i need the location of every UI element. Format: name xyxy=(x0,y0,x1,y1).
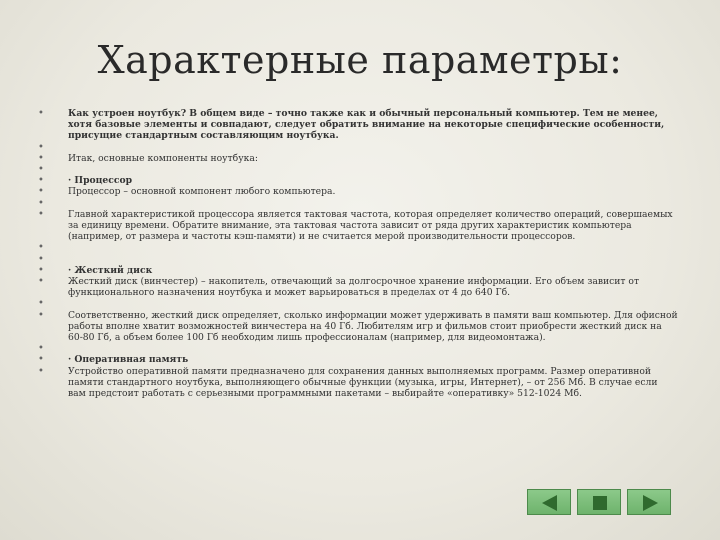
slide-title: Характерные параметры: xyxy=(97,38,623,82)
bullet-text: Процессор – основной компонент любого компьютера. xyxy=(68,186,336,198)
bullet-text: · Жесткий диск xyxy=(68,264,153,276)
previous-slide-button[interactable] xyxy=(527,489,571,515)
bullet-item xyxy=(38,265,678,276)
bullet-item xyxy=(38,254,678,265)
bullet-dot: • xyxy=(38,152,44,164)
bullet-item xyxy=(38,354,678,365)
slide-navigation xyxy=(527,489,671,515)
bullet-text: Жесткий диск (винчестер) – накопитель, отвечающий за долгосрочное хранение информации. Его объем зависит от функционального назначения ноутбука и может варьироваться в пределах от 4 до 640 Гб. xyxy=(68,275,640,299)
bullet-item xyxy=(38,366,678,400)
bullet-item xyxy=(38,186,678,197)
bullet-text: · Процессор xyxy=(68,175,132,187)
bullet-dot: • xyxy=(38,343,44,355)
bullet-dot: • xyxy=(38,354,44,366)
bullet-dot: • xyxy=(38,197,44,209)
bullet-dot: • xyxy=(38,264,44,276)
bullet-text: Соответственно, жесткий диск определяет, сколько информации может удерживать в памяти ваш компьютер. Для офисной работы вполне хватит возможностей винчестера на 40 Гб. Любителям игр и фильмов стоит приобрести жесткий диск на 60-80 Гб, а объем более 100 Гб необходим лишь профессионалам (например, для видеомонтажа). xyxy=(68,309,678,343)
bullet-item xyxy=(38,242,678,253)
bullet-text: · Оперативная память xyxy=(68,354,189,366)
bullet-item xyxy=(38,276,678,298)
bullet-text: Итак, основные компоненты ноутбука: xyxy=(68,152,258,164)
bullet-text: Устройство оперативной памяти предназначено для сохранения данных выполняемых программ. Размер оперативной памяти стандартного ноутбука, выполняющего обычные функции (музыка, игры, Интернет), – от 256 Мб. В случае если вам предстоит работать с серьезными программными пакетами – выбирайте «оперативку» 512-1024 Мб. xyxy=(68,365,658,399)
square-icon xyxy=(578,490,622,516)
triangle-right-icon xyxy=(628,490,672,516)
bullet-dot: • xyxy=(38,141,44,153)
bullet-dot: • xyxy=(38,275,44,287)
next-slide-button[interactable] xyxy=(627,489,671,515)
bullet-item xyxy=(38,153,678,164)
bullet-dot: • xyxy=(38,365,44,377)
bullet-dot: • xyxy=(38,186,44,198)
bullet-list xyxy=(38,108,678,399)
bullet-item xyxy=(38,198,678,209)
bullet-dot: • xyxy=(38,298,44,310)
bullet-item xyxy=(38,142,678,153)
bullet-item xyxy=(38,209,678,243)
bullet-item xyxy=(38,175,678,186)
bullet-text: Как устроен ноутбук? В общем виде – точно также как и обычный персональный компьютер. Тем не менее, хотя базовые элементы и совпадают, следует обратить внимание на некоторые специфические особенности, присущие стандартным составляющим ноутбука. xyxy=(68,108,665,142)
bullet-item xyxy=(38,343,678,354)
bullet-dot: • xyxy=(38,253,44,265)
bullet-dot: • xyxy=(38,309,44,321)
triangle-left-icon xyxy=(528,490,572,516)
bullet-item xyxy=(38,310,678,344)
bullet-dot: • xyxy=(38,208,44,220)
bullet-item xyxy=(38,108,678,142)
bullet-item xyxy=(38,164,678,175)
bullet-item xyxy=(38,298,678,309)
home-slide-button[interactable] xyxy=(577,489,621,515)
bullet-dot: • xyxy=(38,164,44,175)
bullet-dot: • xyxy=(38,175,44,187)
bullet-dot: • xyxy=(38,242,44,254)
bullet-text: Главной характеристикой процессора является тактовая частота, которая определяет количество операций, совершаемых за единицу времени. Обратите внимание, эта тактовая частота зависит от ряда других характеристик компьютера (например, от размера и частоты кэш-памяти) и не считается мерой производительности процессоров. xyxy=(68,208,673,243)
bullet-dot: • xyxy=(38,108,44,119)
